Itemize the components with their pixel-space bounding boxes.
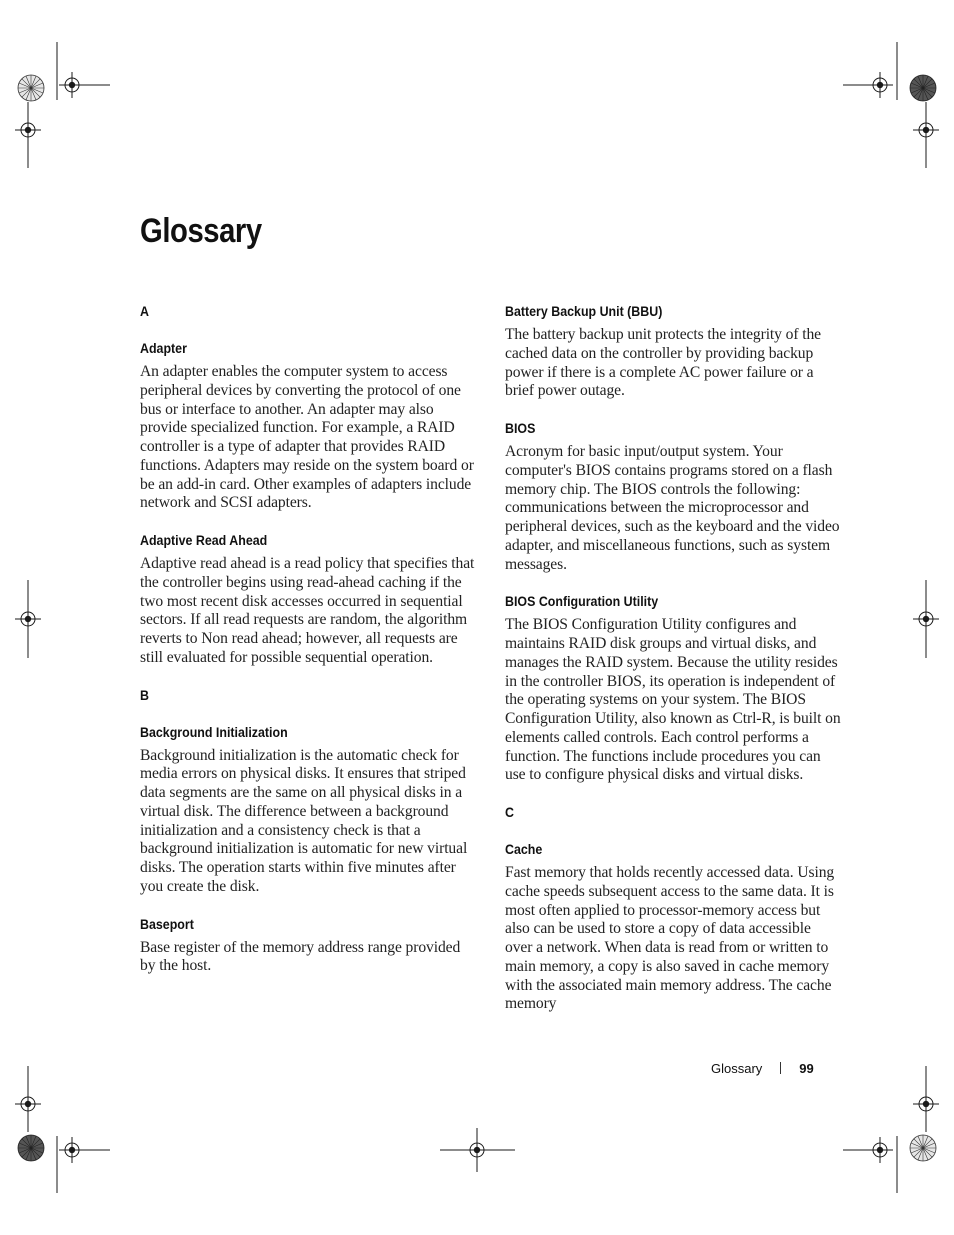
term-cache: Cache (505, 842, 543, 857)
footer-separator (780, 1062, 781, 1074)
term-baseport: Baseport (140, 916, 194, 932)
definition-background-initialization: Background initialization is the automatic check for media errors on physical disks. It ensures that striped data segments are the same on all physical disks in a virtual disk. The difference between a background initialization and a consistency check is that a background initialization is automatic for new virtual disks. The operation starts within five minutes after you create the disk. (140, 746, 468, 895)
left-column (140, 302, 476, 994)
definition-battery-backup-unit: The battery backup unit protects the integrity of the cached data on the controller by providing backup power if there is a complete AC power failure or a brief power outage. (505, 326, 822, 400)
section-letter-b: B (140, 687, 149, 703)
definition-adaptive-read-ahead: Adaptive read ahead is a read policy that specifies that the controller begins using read-ahead caching if the two most recent disk accesses occurred in sequential sectors. If all read requests are random, the algorithm reverts to Non read ahead; however, all requests are still evaluated for possible sequential operation. (140, 555, 475, 666)
footer-section-label: Glossary (711, 1061, 763, 1076)
definition-bios-configuration-utility: The BIOS Configuration Utility configures and maintains RAID disk groups and virtual disks, and manages the RAID system. Because the utility resides in the controller BIOS, its operation is independent of the operating systems on your system. The BIOS Configuration Utility, also known as Ctrl-R, is built on elements called controls. Each control performs a function. The functions include procedures you can use to configure physical disks and virtual disks. (505, 616, 841, 784)
term-bios-configuration-utility: BIOS Configuration Utility (505, 594, 659, 610)
term-adaptive-read-ahead: Adaptive Read Ahead (140, 533, 268, 548)
page-title: Glossary (140, 212, 262, 250)
section-letter-c: C (505, 805, 514, 820)
section-letter-a: A (140, 304, 149, 319)
definition-baseport: Base register of the memory address range provided by the host. (140, 938, 461, 975)
term-battery-backup-unit: Battery Backup Unit (BBU) (505, 304, 663, 319)
page-footer (711, 1061, 814, 1076)
term-background-initialization: Background Initialization (140, 724, 288, 740)
definition-bios: Acronym for basic input/output system. Your computer's BIOS contains programs stored on a flash memory chip. The BIOS controls the following: communications between the microprocessor and peripheral devices, such as the keyboard and the video adapter, and miscellaneous functions, such as system messages. (505, 443, 840, 573)
definition-adapter: An adapter enables the computer system to access peripheral devices by converting the protocol of one bus or interface to another. An adapter may also provide specialized function. For example, a RAID controller is a type of adapter that provides RAID functions. Adapters may reside on the system board or be an add-in card. Other examples of adapters include network and SCSI adapters. (140, 363, 474, 512)
page-number: 99 (799, 1061, 814, 1076)
definition-cache: Fast memory that holds recently accessed data. Using cache speeds subsequent access to the same data. It is most often applied to processor-memory access but also can be used to store a copy of data accessible over a network. When data is read from or written to main memory, a copy is also saved in cache memory with the associated main memory address. The cache memory (505, 864, 835, 1013)
term-adapter: Adapter (140, 341, 187, 356)
term-bios: BIOS (505, 421, 536, 436)
right-column (505, 302, 841, 1032)
